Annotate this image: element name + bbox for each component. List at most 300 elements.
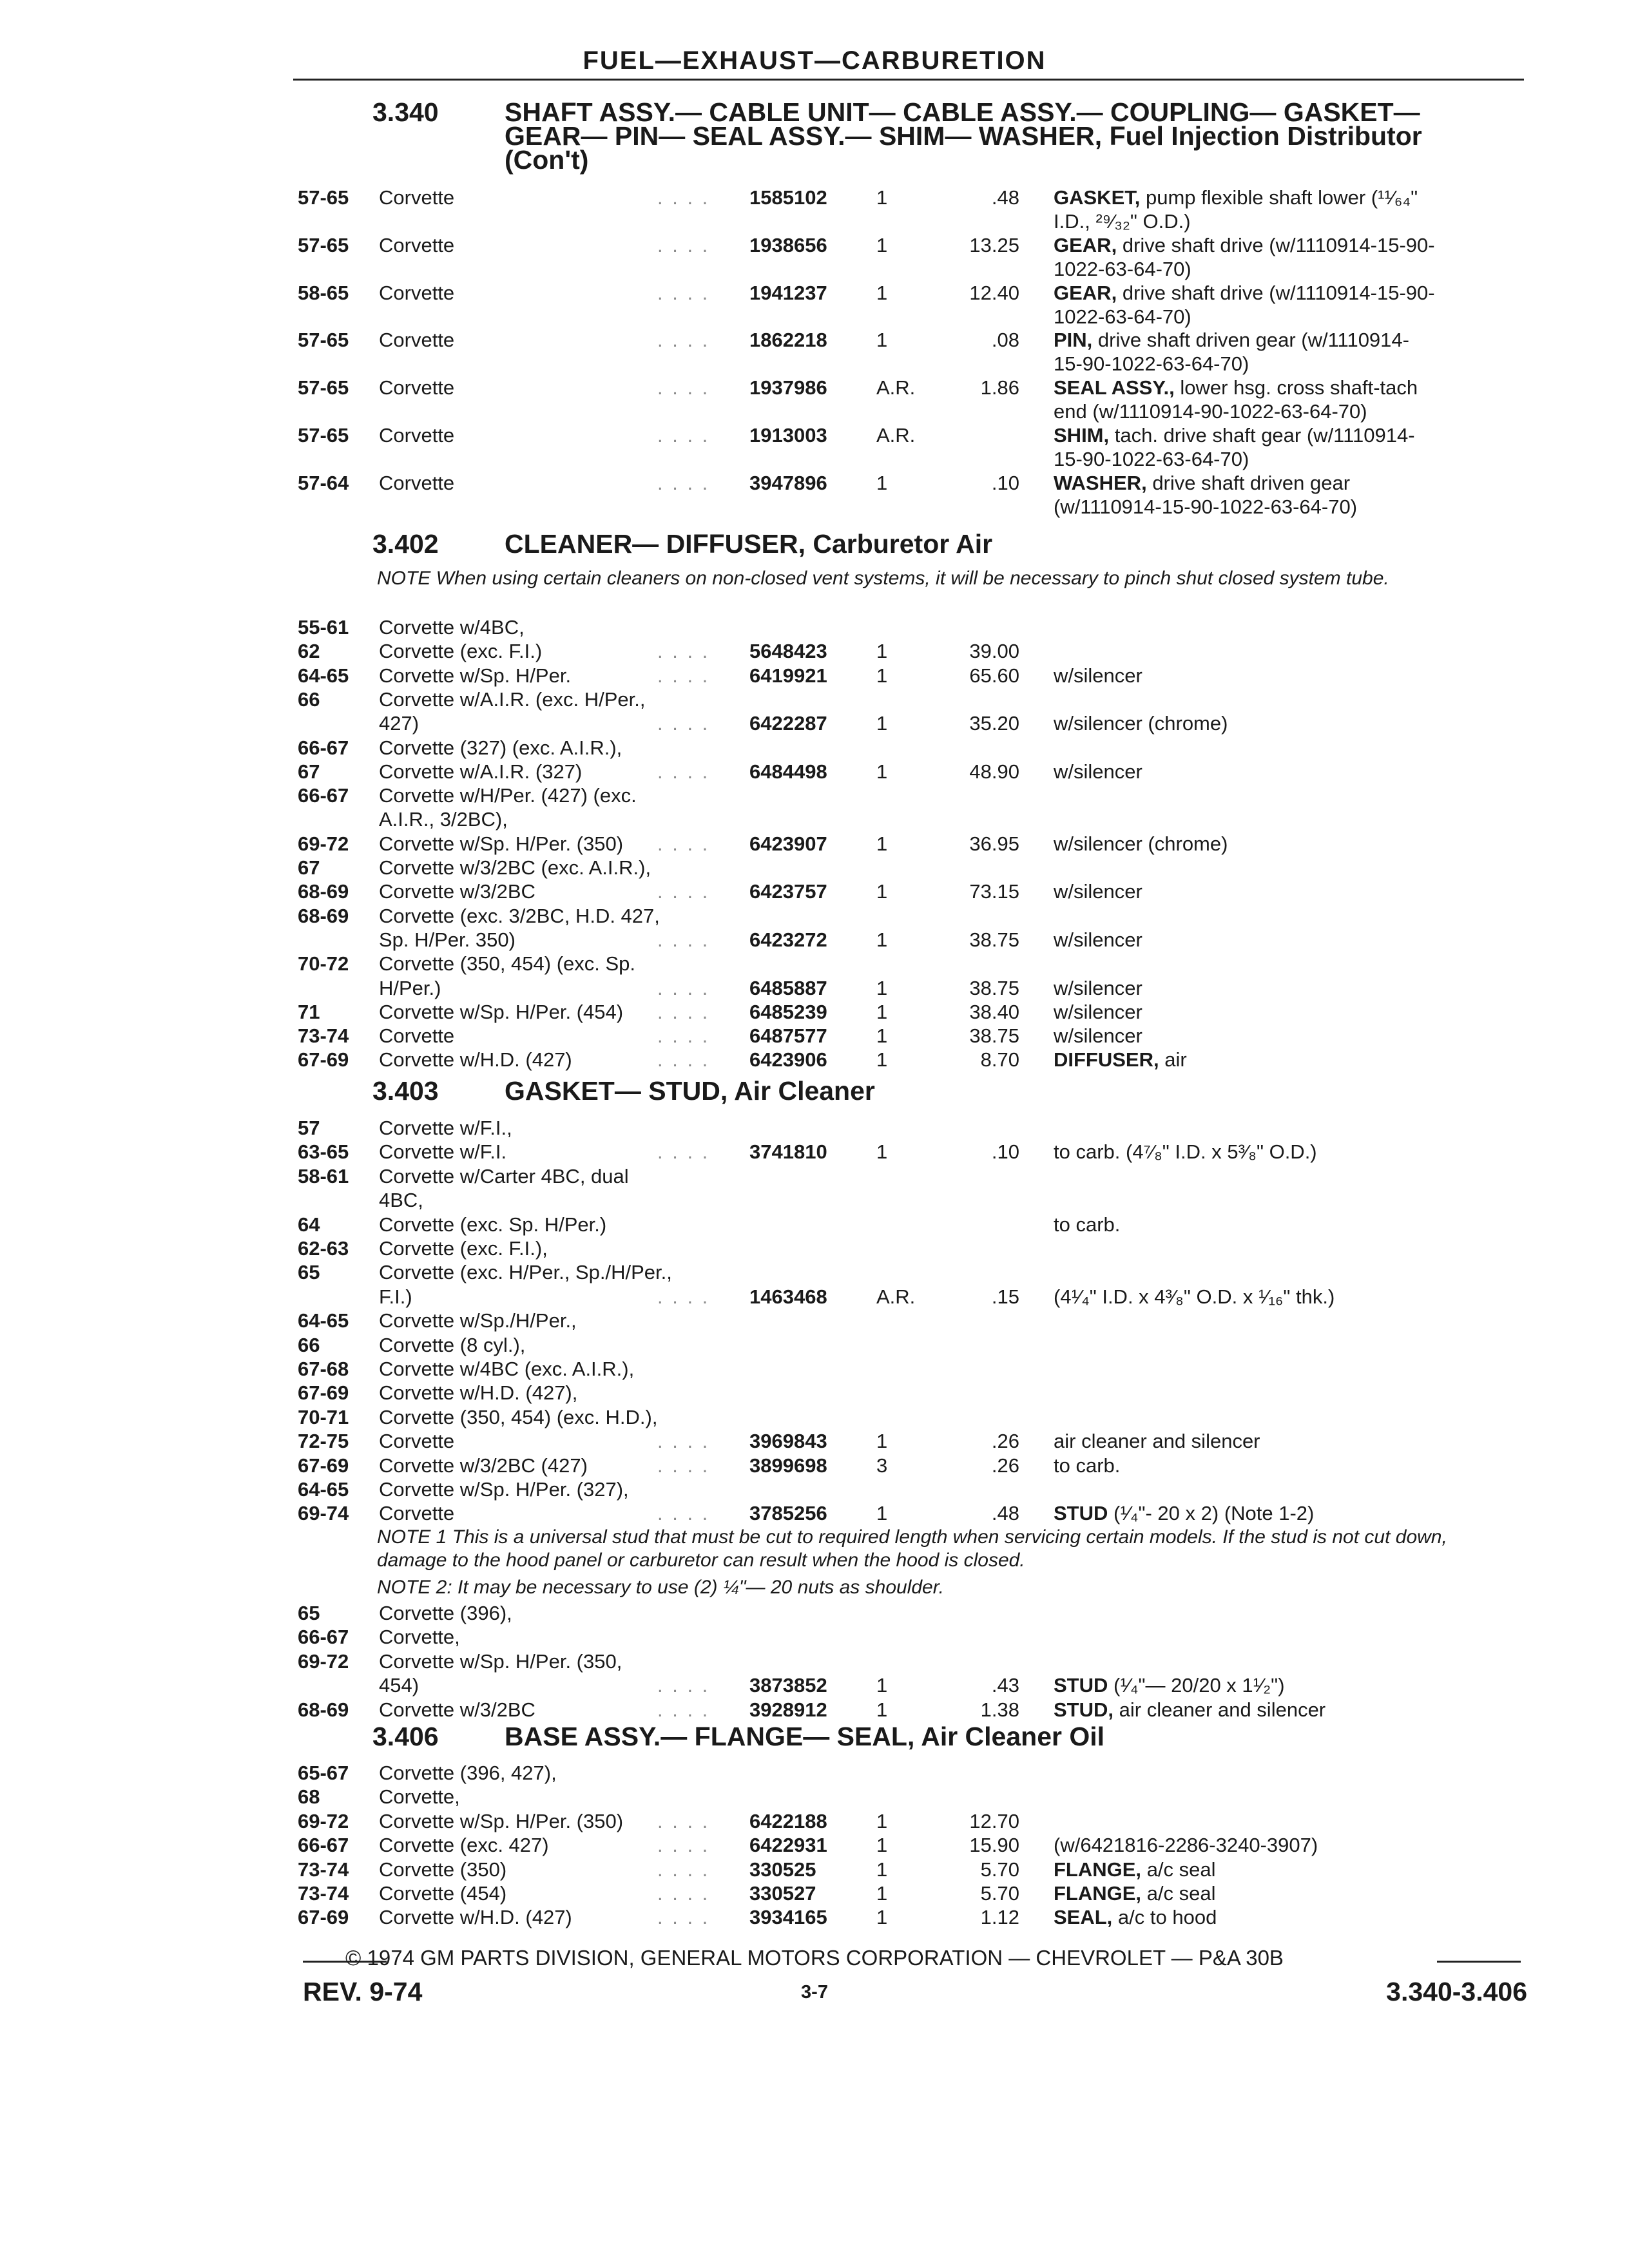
row-quantity: 1 — [876, 976, 888, 999]
row-year: 64-65 — [298, 664, 349, 687]
row-price: 73.15 — [969, 880, 1019, 903]
table-row — [0, 1236, 1629, 1261]
row-model: Corvette w/F.I. — [379, 1140, 507, 1164]
row-price: 65.60 — [969, 664, 1019, 687]
leader-dots: . . . . — [657, 880, 710, 903]
row-year: 65 — [298, 1602, 320, 1624]
row-part-number: 3741810 — [749, 1140, 827, 1164]
row-year: 64-65 — [298, 1309, 349, 1332]
leader-dots: . . . . — [657, 1882, 710, 1905]
row-description-text: lower hsg. cross shaft-tach — [1180, 376, 1418, 399]
table-row — [0, 736, 1629, 760]
table-row — [0, 423, 1629, 448]
row-model: Corvette w/Carter 4BC, dual — [379, 1164, 629, 1187]
row-price: 12.40 — [969, 281, 1019, 304]
section-title: GASKET— STUD, Air Cleaner — [505, 1076, 875, 1106]
table-row — [0, 687, 1629, 712]
leader-dots: . . . . — [657, 1674, 710, 1697]
table-row — [0, 1285, 1629, 1309]
row-description — [1054, 352, 1249, 376]
row-price: .15 — [991, 1285, 1019, 1308]
row-year: 68-69 — [298, 1698, 349, 1721]
leader-dots: . . . . — [657, 1140, 710, 1164]
table-row — [0, 1454, 1629, 1478]
row-model: Corvette — [379, 1430, 455, 1453]
table-row — [0, 711, 1629, 736]
row-description-keyword: STUD — [1054, 1674, 1108, 1697]
row-price: 38.75 — [969, 1024, 1019, 1048]
row-description — [1054, 1024, 1142, 1048]
row-part-number: 6484498 — [749, 760, 827, 783]
row-quantity: 1 — [876, 233, 888, 256]
row-description — [1054, 1000, 1142, 1024]
row-year: 57-65 — [298, 329, 349, 352]
row-quantity: 1 — [876, 1048, 888, 1072]
row-price: 39.00 — [969, 640, 1019, 663]
section-range: 3.340-3.406 — [1386, 1977, 1527, 2006]
row-model: Corvette w/Sp. H/Per. (454) — [379, 1000, 624, 1023]
row-year: 67 — [298, 856, 320, 879]
table-row — [0, 1809, 1629, 1834]
row-description-keyword: FLANGE, — [1054, 1882, 1142, 1905]
row-year: 66 — [298, 687, 320, 711]
table-row — [0, 615, 1629, 640]
row-description — [1054, 1501, 1314, 1525]
row-description — [1054, 1048, 1187, 1072]
row-model: Corvette w/Sp. H/Per. — [379, 664, 572, 687]
row-description-text: a/c to hood — [1117, 1906, 1217, 1929]
row-model: Corvette (exc. 3/2BC, H.D. 427, — [379, 904, 660, 927]
row-description-text: 1022-63-64-70) — [1054, 305, 1191, 328]
row-model: 4BC, — [379, 1189, 423, 1212]
row-description-text: air cleaner and silencer — [1054, 1430, 1260, 1453]
row-quantity: A.R. — [876, 1285, 916, 1308]
row-part-number: 6423907 — [749, 832, 827, 855]
row-quantity: 1 — [876, 1430, 888, 1453]
row-quantity: 1 — [876, 471, 888, 494]
table-row — [0, 928, 1629, 952]
row-price: .10 — [991, 471, 1019, 494]
row-price: .08 — [991, 329, 1019, 352]
row-year: 67-69 — [298, 1381, 349, 1405]
row-description-text: 15-90-1022-63-64-70) — [1054, 447, 1249, 470]
row-part-number: 5648423 — [749, 640, 827, 663]
leader-dots: . . . . — [657, 832, 710, 855]
row-description — [1054, 928, 1142, 952]
table-row — [0, 1116, 1629, 1140]
row-description — [1054, 832, 1228, 856]
row-model: Corvette w/Sp./H/Per., — [379, 1309, 577, 1332]
row-model: Corvette w/Sp. H/Per. (350, — [379, 1649, 622, 1673]
table-row — [0, 1858, 1629, 1882]
row-description — [1054, 1858, 1216, 1881]
row-quantity: 1 — [876, 1834, 888, 1857]
leader-dots: . . . . — [657, 1906, 710, 1929]
row-part-number: 3947896 — [749, 471, 827, 494]
row-model: Corvette w/3/2BC (427) — [379, 1454, 588, 1477]
row-price: .48 — [991, 1502, 1019, 1525]
row-description — [1054, 711, 1228, 735]
row-description — [1054, 257, 1191, 281]
row-model: Corvette w/3/2BC (exc. A.I.R.), — [379, 856, 651, 879]
row-quantity: 1 — [876, 832, 888, 855]
row-year: 57-65 — [298, 424, 349, 447]
row-price: 13.25 — [969, 233, 1019, 256]
row-price: 38.40 — [969, 1000, 1019, 1023]
row-price: 5.70 — [980, 1882, 1019, 1905]
row-part-number: 6423757 — [749, 880, 827, 903]
row-model: Corvette (350) — [379, 1858, 507, 1881]
row-price: .43 — [991, 1674, 1019, 1697]
row-model: Corvette — [379, 1024, 455, 1048]
row-model: Corvette w/3/2BC — [379, 1698, 535, 1721]
row-model: Corvette (454) — [379, 1882, 507, 1905]
row-model: Corvette w/4BC (exc. A.I.R.), — [379, 1358, 635, 1380]
leader-dots: . . . . — [657, 1454, 710, 1477]
row-year: 67-69 — [298, 1454, 349, 1477]
section-number: 3.402 — [372, 529, 439, 559]
leader-dots: . . . . — [657, 329, 710, 352]
row-year: 62 — [298, 640, 320, 663]
leader-dots: . . . . — [657, 1502, 710, 1525]
row-quantity: 1 — [876, 1024, 888, 1048]
row-year: 64-65 — [298, 1478, 349, 1501]
row-year: 64 — [298, 1213, 320, 1236]
row-model: 454) — [379, 1674, 419, 1697]
row-description — [1054, 281, 1435, 305]
table-row — [0, 664, 1629, 688]
leader-dots: . . . . — [657, 928, 710, 951]
row-price: .10 — [991, 1140, 1019, 1164]
section-3406-heading — [372, 1722, 1503, 1751]
row-description — [1054, 1833, 1318, 1857]
row-description-text: to carb. (4⁷⁄₈" I.D. x 5³⁄₈" O.D.) — [1054, 1140, 1317, 1164]
row-year: 65-67 — [298, 1762, 349, 1784]
row-description — [1054, 423, 1415, 447]
row-description-text: drive shaft drive (w/1110914-15-90- — [1122, 233, 1435, 256]
note-3402: NOTE When using certain cleaners on non-closed vent systems, it will be necessary to pinch shut closed system tube. — [377, 568, 1389, 589]
row-quantity: 1 — [876, 1858, 888, 1881]
row-year: 57-65 — [298, 376, 349, 399]
section-title: CLEANER— DIFFUSER, Carburetor Air — [505, 529, 993, 559]
table-row — [0, 257, 1629, 282]
row-model: Corvette (350, 454) (exc. Sp. — [379, 952, 636, 975]
row-year: 73-74 — [298, 1024, 349, 1048]
section-title: BASE ASSY.— FLANGE— SEAL, Air Cleaner Oil — [505, 1722, 1105, 1751]
row-description-text: (w/1110914-15-90-1022-63-64-70) — [1054, 495, 1358, 518]
row-model: Corvette w/A.I.R. (327) — [379, 760, 583, 783]
row-part-number: 3873852 — [749, 1674, 827, 1697]
row-year: 62-63 — [298, 1237, 349, 1260]
leader-dots: . . . . — [657, 1809, 710, 1832]
row-price: 48.90 — [969, 760, 1019, 783]
row-year: 70-72 — [298, 952, 349, 975]
row-part-number: 6422287 — [749, 712, 827, 735]
note-2: NOTE 2: It may be necessary to use (2) ¼"— 20 nuts as shoulder. — [377, 1577, 944, 1598]
table-row — [0, 399, 1629, 424]
row-year: 66-67 — [298, 736, 349, 759]
row-quantity: 1 — [876, 880, 888, 903]
row-part-number: 3785256 — [749, 1502, 827, 1525]
row-year: 67-69 — [298, 1048, 349, 1072]
row-description-keyword: DIFFUSER, — [1054, 1048, 1159, 1072]
section-number: 3.403 — [372, 1076, 439, 1106]
row-description-text: to carb. — [1054, 1454, 1121, 1477]
row-model: Corvette w/H/Per. (427) (exc. — [379, 784, 637, 807]
table-row — [0, 1309, 1629, 1333]
row-year: 58-65 — [298, 281, 349, 304]
row-year: 63-65 — [298, 1140, 349, 1164]
table-row — [0, 1881, 1629, 1906]
row-description — [1054, 209, 1191, 233]
leader-dots: . . . . — [657, 186, 710, 209]
row-description-text: a/c seal — [1146, 1882, 1216, 1905]
table-row — [0, 1048, 1629, 1072]
leader-dots: . . . . — [657, 471, 710, 494]
row-description-keyword: PIN, — [1054, 329, 1093, 352]
table-row — [0, 1698, 1629, 1722]
row-quantity: 1 — [876, 186, 888, 209]
row-quantity: 1 — [876, 712, 888, 735]
row-quantity: 1 — [876, 1502, 888, 1525]
row-description-text: w/silencer — [1054, 880, 1142, 903]
row-price: 1.38 — [980, 1698, 1019, 1721]
table-row — [0, 1905, 1629, 1930]
row-year: 69-72 — [298, 1649, 349, 1673]
row-year: 68-69 — [298, 880, 349, 903]
row-model: Corvette (396, 427), — [379, 1762, 557, 1784]
row-quantity: 1 — [876, 640, 888, 663]
row-model: Corvette — [379, 471, 455, 494]
footer-copyright: © 1974 GM PARTS DIVISION, GENERAL MOTORS CORPORATION — CHEVROLET — P&A 30B — [345, 1946, 1284, 1970]
row-model: Corvette w/Sp. H/Per. (350) — [379, 1809, 624, 1832]
table-row — [0, 305, 1629, 329]
row-description — [1054, 305, 1191, 329]
row-quantity: 1 — [876, 928, 888, 951]
row-quantity: 1 — [876, 1140, 888, 1164]
row-model: Corvette (8 cyl.), — [379, 1333, 526, 1356]
row-model: Corvette — [379, 186, 455, 209]
row-description-keyword: SHIM, — [1054, 424, 1110, 447]
section-number: 3.340 — [372, 97, 439, 127]
table-row — [0, 1164, 1629, 1189]
row-year: 67 — [298, 760, 320, 783]
table-row — [0, 1000, 1629, 1024]
table-row — [0, 447, 1629, 472]
table-row — [0, 783, 1629, 808]
row-description-text: a/c seal — [1146, 1858, 1216, 1881]
row-description-keyword: SEAL ASSY., — [1054, 376, 1175, 399]
row-model: Corvette (327) (exc. A.I.R.), — [379, 736, 622, 759]
row-description — [1054, 1213, 1120, 1236]
table-row — [0, 1188, 1629, 1213]
table-row — [0, 879, 1629, 904]
row-price: 5.70 — [980, 1858, 1019, 1881]
row-description — [1054, 1140, 1317, 1164]
row-part-number: 6422188 — [749, 1809, 827, 1832]
row-quantity: A.R. — [876, 424, 916, 447]
row-year: 68-69 — [298, 904, 349, 927]
row-part-number: 1938656 — [749, 233, 827, 256]
row-model: Corvette w/A.I.R. (exc. H/Per., — [379, 687, 646, 711]
leader-dots: . . . . — [657, 424, 710, 447]
row-model: Corvette (350, 454) (exc. H.D.), — [379, 1405, 658, 1428]
leader-dots: . . . . — [657, 1834, 710, 1857]
row-year: 57-65 — [298, 186, 349, 209]
row-year: 66-67 — [298, 784, 349, 807]
table-row — [0, 186, 1629, 210]
row-part-number: 1941237 — [749, 281, 827, 304]
row-description — [1054, 1454, 1120, 1477]
row-part-number: 3899698 — [749, 1454, 827, 1477]
row-description-text: w/silencer (chrome) — [1054, 832, 1228, 855]
row-year: 68 — [298, 1785, 320, 1809]
note-1: NOTE 1 This is a universal stud that must be cut to required length when servicing certain models. If the stud is not cut down, damage to the hood panel or carburetor can result when the hood is closed. — [377, 1526, 1447, 1571]
row-description-keyword: GASKET, — [1054, 186, 1141, 209]
row-part-number: 1585102 — [749, 186, 827, 209]
table-row — [0, 1381, 1629, 1405]
page-number: 3-7 — [801, 1982, 828, 2003]
row-part-number: 6423906 — [749, 1048, 827, 1072]
row-part-number: 6485239 — [749, 1000, 827, 1023]
row-model: 427) — [379, 712, 419, 735]
row-model: Corvette (exc. F.I.), — [379, 1237, 548, 1260]
row-year: 70-71 — [298, 1405, 349, 1428]
leader-dots: . . . . — [657, 664, 710, 687]
row-model: Corvette (exc. Sp. H/Per.) — [379, 1213, 607, 1236]
row-description — [1054, 1698, 1325, 1722]
table-row — [0, 1649, 1629, 1674]
row-model: F.I.) — [379, 1285, 412, 1308]
row-quantity: 1 — [876, 329, 888, 352]
row-description — [1054, 495, 1357, 519]
row-description-text: (¹⁄₄"- 20 x 2) (Note 1-2) — [1113, 1502, 1315, 1525]
table-row — [0, 856, 1629, 880]
table-row — [0, 1357, 1629, 1381]
table-row — [0, 328, 1629, 352]
leader-dots: . . . . — [657, 1000, 710, 1023]
row-part-number: 6423272 — [749, 928, 827, 951]
row-description-text: I.D., ²⁹⁄₃₂" O.D.) — [1054, 209, 1191, 233]
row-year: 66 — [298, 1333, 320, 1356]
table-row — [0, 352, 1629, 376]
row-quantity: 3 — [876, 1454, 888, 1477]
table-row — [0, 1785, 1629, 1809]
section-3340-heading — [372, 97, 1503, 175]
row-model: Corvette w/4BC, — [379, 616, 525, 639]
row-description — [1054, 447, 1249, 471]
row-year: 69-72 — [298, 832, 349, 855]
row-description — [1054, 976, 1142, 1000]
row-description-text: drive shaft driven gear — [1152, 471, 1351, 494]
row-quantity: 1 — [876, 281, 888, 304]
row-year: 67-69 — [298, 1906, 349, 1929]
table-row — [0, 1429, 1629, 1454]
row-model: Corvette, — [379, 1785, 460, 1809]
row-year: 66-67 — [298, 1834, 349, 1857]
row-model: Sp. H/Per. 350) — [379, 928, 516, 951]
row-quantity: 1 — [876, 664, 888, 687]
row-model: Corvette — [379, 329, 455, 352]
row-description-text: 15-90-1022-63-64-70) — [1054, 352, 1249, 376]
row-description — [1054, 328, 1409, 352]
row-description-keyword: SEAL, — [1054, 1906, 1113, 1929]
row-quantity: 1 — [876, 1698, 888, 1721]
leader-dots: . . . . — [657, 976, 710, 999]
row-model: Corvette w/H.D. (427), — [379, 1381, 578, 1405]
row-description — [1054, 879, 1142, 903]
table-row — [0, 807, 1629, 832]
row-description-text: 1022-63-64-70) — [1054, 257, 1191, 280]
section-title: SHAFT ASSY.— CABLE UNIT— CABLE ASSY.— COUPLING— GASKET— GEAR— PIN— SEAL ASSY.— SHIM— WASHER, Fuel Injection Distributor (Con't) — [505, 97, 1422, 175]
row-year: 69-72 — [298, 1809, 349, 1832]
table-row — [0, 1260, 1629, 1285]
row-model: Corvette — [379, 1502, 455, 1525]
leader-dots: . . . . — [657, 1024, 710, 1048]
header-rule — [293, 79, 1524, 81]
row-year: 72-75 — [298, 1430, 349, 1453]
row-description-text: w/silencer — [1054, 1024, 1142, 1048]
row-quantity: 1 — [876, 1882, 888, 1905]
table-row — [0, 952, 1629, 976]
row-year: 55-61 — [298, 616, 349, 639]
leader-dots: . . . . — [657, 376, 710, 399]
row-model: Corvette w/Sp. H/Per. (327), — [379, 1478, 629, 1501]
row-model: Corvette w/F.I., — [379, 1117, 512, 1139]
row-part-number: 1913003 — [749, 424, 827, 447]
row-model: Corvette (exc. H/Per., Sp./H/Per., — [379, 1261, 672, 1284]
row-part-number: 6422931 — [749, 1834, 827, 1857]
row-part-number: 3928912 — [749, 1698, 827, 1721]
table-row — [0, 1477, 1629, 1502]
row-year: 57 — [298, 1117, 320, 1139]
table-row — [0, 233, 1629, 258]
row-model: Corvette (exc. F.I.) — [379, 640, 543, 663]
leader-dots: . . . . — [657, 1698, 710, 1721]
row-quantity: 1 — [876, 1906, 888, 1929]
row-description-keyword: WASHER, — [1054, 471, 1147, 494]
table-row — [0, 1333, 1629, 1358]
row-description — [1054, 1881, 1216, 1905]
leader-dots: . . . . — [657, 281, 710, 304]
row-year: 71 — [298, 1000, 320, 1023]
row-description-text: w/silencer — [1054, 664, 1142, 687]
row-model: A.I.R., 3/2BC), — [379, 808, 508, 831]
row-year: 57-65 — [298, 233, 349, 256]
row-model: Corvette — [379, 233, 455, 256]
row-description-keyword: STUD — [1054, 1502, 1108, 1525]
row-year: 69-74 — [298, 1502, 349, 1525]
row-model: Corvette w/H.D. (427) — [379, 1906, 572, 1929]
row-model: Corvette, — [379, 1626, 460, 1649]
table-row — [0, 1140, 1629, 1164]
leader-dots: . . . . — [657, 1048, 710, 1072]
row-description-text: w/silencer — [1054, 1000, 1142, 1023]
row-quantity: 1 — [876, 1809, 888, 1832]
row-model: H/Per.) — [379, 976, 441, 999]
row-description — [1054, 1673, 1285, 1697]
row-description-text: (w/6421816-2286-3240-3907) — [1054, 1834, 1318, 1857]
row-quantity: 1 — [876, 1674, 888, 1697]
table-row — [0, 209, 1629, 234]
table-row — [0, 760, 1629, 784]
row-description-text: w/silencer — [1054, 976, 1142, 999]
row-model: Corvette (396), — [379, 1602, 512, 1624]
row-part-number: 6487577 — [749, 1024, 827, 1048]
table-row — [0, 1673, 1629, 1698]
row-quantity: A.R. — [876, 376, 916, 399]
row-model: Corvette w/3/2BC — [379, 880, 535, 903]
